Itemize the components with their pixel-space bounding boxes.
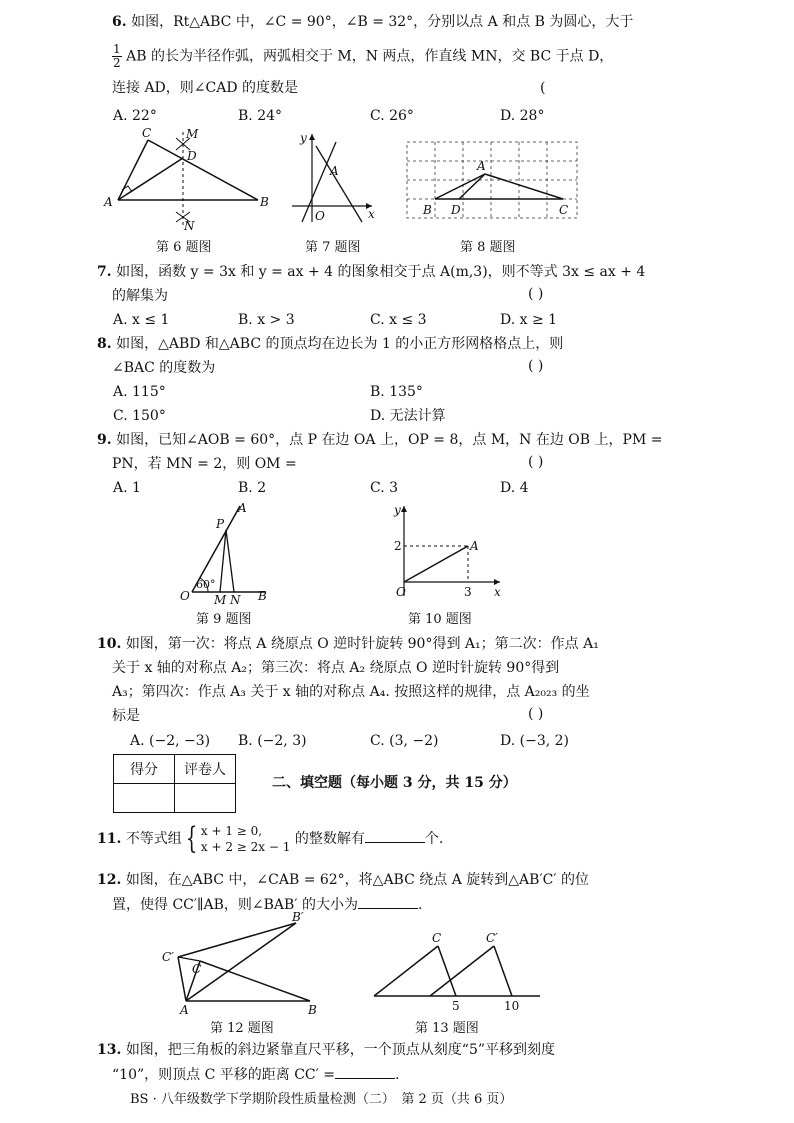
q6-text-2: AB 的长为半径作弧，两弧相交于 M，N 两点，作直线 MN，交 BC 于点 D， xyxy=(126,48,614,65)
fig12-label-c: C xyxy=(192,962,202,976)
fig13-label-5: 5 xyxy=(452,999,460,1013)
q11-suffix-2: 个. xyxy=(424,831,444,847)
fig6-label-m: M xyxy=(186,127,199,141)
score-label: 得分 xyxy=(114,755,175,784)
q13-answer-blank[interactable] xyxy=(335,1064,395,1079)
q6-answer-paren: ( xyxy=(540,80,546,96)
q10-text-1: 如图，第一次：将点 A 绕原点 O 逆时针旋转 90°得到 A₁；第二次：作点 A₁ xyxy=(125,636,599,652)
q8-text-2: ∠BAC 的度数为 xyxy=(112,360,216,376)
figure-10 xyxy=(388,500,508,605)
fig6-caption: 第 6 题图 xyxy=(156,240,212,255)
q6-text-1: 如图，Rt△ABC 中，∠C = 90°，∠B = 32°，分别以点 A 和点 B 为圆心，大于 xyxy=(131,14,634,30)
q6-line2 xyxy=(112,43,613,70)
fig8-label-d: D xyxy=(451,203,461,217)
q7-answer-paren: ( ) xyxy=(528,286,544,302)
score-cell[interactable] xyxy=(114,784,175,813)
fig13-label-c: C xyxy=(432,931,442,945)
q12-answer-blank[interactable] xyxy=(358,894,418,909)
q8-answer-paren: ( ) xyxy=(528,358,544,374)
q7-option-c: C. x ≤ 3 xyxy=(370,312,427,328)
q6-number: 6. xyxy=(112,14,127,30)
q6-fraction: $\frac{1}{2}$ xyxy=(113,42,121,70)
fig12-caption: 第 12 题图 xyxy=(210,1021,274,1036)
q6-option-c: C. 26° xyxy=(370,108,414,124)
fig6-label-d: D xyxy=(187,149,197,163)
q10-answer-paren: ( ) xyxy=(528,706,544,722)
q9-option-c: C. 3 xyxy=(370,480,399,496)
q8-line1 xyxy=(97,334,563,354)
score-table xyxy=(113,754,236,813)
q13-text-1: 如图，把三角板的斜边紧靠直尺平移，一个顶点从刻度“5”平移到刻度 xyxy=(125,1042,556,1058)
q12-line1 xyxy=(97,870,589,890)
fig9-label-angle: 60° xyxy=(196,578,216,591)
q7-text-2: 的解集为 xyxy=(112,288,168,304)
grader-label: 评卷人 xyxy=(175,755,236,784)
q7-option-a: A. x ≤ 1 xyxy=(113,312,170,328)
fig6-label-n: N xyxy=(184,219,195,233)
q9-text-2: PN，若 MN = 2，则 OM = xyxy=(112,456,297,472)
fig10-label-o: O xyxy=(396,585,406,599)
q11-prefix: 不等式组 xyxy=(125,831,182,847)
q10-text-4: 标是 xyxy=(112,708,140,724)
fig7-label-y: y xyxy=(300,131,307,145)
fig12-label-a: A xyxy=(180,1003,189,1017)
q13-line2: “10”，则顶点 C 平移的距离 CC′ = . xyxy=(112,1064,399,1085)
fig10-label-2: 2 xyxy=(394,539,402,553)
fig9-label-m: M xyxy=(214,593,227,607)
fig6-label-a: A xyxy=(104,195,113,209)
q12-line2: 置，使得 CC′∥AB，则∠BAB′ 的大小为 . xyxy=(112,894,422,915)
q11-number: 11. xyxy=(97,831,122,847)
fig8-label-b: B xyxy=(423,203,432,217)
q9-option-b: B. 2 xyxy=(238,480,267,496)
q13-text-2: “10”，则顶点 C 平移的距离 CC′ = xyxy=(112,1067,335,1083)
q9-number: 9. xyxy=(97,432,112,448)
q10-option-a: A. (−2, −3) xyxy=(130,733,211,749)
q6-option-d: D. 28° xyxy=(500,108,545,124)
q9-line1 xyxy=(97,430,662,450)
q10-number: 10. xyxy=(97,636,122,652)
fig7-label-x: x xyxy=(368,207,375,221)
figure-13 xyxy=(370,932,550,1017)
q9-answer-paren: ( ) xyxy=(528,454,544,470)
fig7-caption: 第 7 题图 xyxy=(305,240,361,255)
fig7-label-a: A xyxy=(330,164,339,178)
figure-8 xyxy=(405,140,580,225)
fig9-caption: 第 9 题图 xyxy=(196,612,252,627)
q6-text-3: 连接 AD，则∠CAD 的度数是 xyxy=(112,80,299,96)
fig13-label-10: 10 xyxy=(504,999,520,1013)
q10-text-2: 关于 x 轴的对称点 A₂；第三次：将点 A₂ 绕原点 O 逆时针旋转 90°得到 xyxy=(112,660,560,676)
fig12-label-c-prime: C′ xyxy=(162,950,174,964)
q6-option-a: A. 22° xyxy=(113,108,157,124)
fig12-label-b-prime: B′ xyxy=(292,910,304,924)
q13-number: 13. xyxy=(97,1042,122,1058)
figure-6 xyxy=(100,128,280,233)
q10-line1 xyxy=(97,634,599,654)
q8-option-d: D. 无法计算 xyxy=(370,408,446,424)
fig9-label-n: N xyxy=(230,593,241,607)
q7-text-1: 如图，函数 y = 3x 和 y = ax + 4 的图象相交于点 A(m,3)，则不等式 3x ≤ ax + 4 xyxy=(116,264,646,280)
q8-option-a: A. 115° xyxy=(113,384,166,400)
fig10-label-x: x xyxy=(494,585,501,599)
q9-option-d: D. 4 xyxy=(500,480,529,496)
fig12-label-b: B xyxy=(308,1003,317,1017)
q9-text-1: 如图，已知∠AOB = 60°，点 P 在边 OA 上，OP = 8，点 M，N 在边 OB 上，PM = xyxy=(116,432,663,448)
q12-number: 12. xyxy=(97,872,122,888)
fig10-caption: 第 10 题图 xyxy=(408,612,472,627)
fig8-caption: 第 8 题图 xyxy=(460,240,516,255)
fig9-label-p: P xyxy=(216,517,225,531)
q10-option-d: D. (−3, 2) xyxy=(500,733,569,749)
q8-number: 8. xyxy=(97,336,112,352)
fig9-label-o: O xyxy=(180,589,190,603)
q10-option-b: B. (−2, 3) xyxy=(238,733,307,749)
q7-option-b: B. x > 3 xyxy=(238,312,295,328)
q11-system: x + 1 ≥ 0, x + 2 ≥ 2x − 1 xyxy=(200,824,291,854)
q8-option-c: C. 150° xyxy=(113,408,166,424)
figure-7 xyxy=(288,130,378,225)
fig10-label-3: 3 xyxy=(464,585,472,599)
fig13-caption: 第 13 题图 xyxy=(415,1021,479,1036)
q6-option-b: B. 24° xyxy=(238,108,283,124)
q6-line1 xyxy=(112,12,633,32)
fig6-label-b: B xyxy=(260,195,269,209)
q9-option-a: A. 1 xyxy=(113,480,141,496)
q12-text-2: 置，使得 CC′∥AB，则∠BAB′ 的大小为 xyxy=(112,897,358,913)
section2-title: 二、填空题（每小题 3 分，共 15 分） xyxy=(272,775,517,791)
q10-text-3: A₃；第四次：作点 A₃ 关于 x 轴的对称点 A₄. 按照这样的规律，点 A₂₀₂₃ 的坐 xyxy=(112,684,590,700)
q13-line1 xyxy=(97,1040,555,1060)
q8-option-b: B. 135° xyxy=(370,384,423,400)
fig10-label-y: y xyxy=(394,503,401,517)
q7-line1 xyxy=(97,262,645,282)
fig9-label-a: A xyxy=(238,501,247,515)
q7-option-d: D. x ≥ 1 xyxy=(500,312,558,328)
q7-number: 7. xyxy=(97,264,112,280)
grader-cell[interactable] xyxy=(175,784,236,813)
q11-line xyxy=(97,822,443,856)
fig9-label-b: B xyxy=(258,589,267,603)
fig8-label-a: A xyxy=(477,159,486,173)
figure-9 xyxy=(178,500,278,605)
brace-icon: { xyxy=(185,821,198,856)
fig13-label-c-prime: C′ xyxy=(486,931,498,945)
q11-suffix-1: 的整数解有 xyxy=(294,831,365,847)
q10-option-c: C. (3, −2) xyxy=(370,733,439,749)
q12-text-1: 如图，在△ABC 中，∠CAB = 62°，将△ABC 绕点 A 旋转到△AB′C′ 的位 xyxy=(125,872,589,888)
fig7-label-o: O xyxy=(315,209,325,223)
page-footer: BS · 八年级数学下学期阶段性质量检测（二） 第 2 页（共 6 页） xyxy=(130,1092,513,1107)
fig10-label-a: A xyxy=(470,539,479,553)
figure-12 xyxy=(160,910,320,1017)
fig6-label-c: C xyxy=(142,126,152,140)
q8-text-1: 如图，△ABD 和△ABC 的顶点均在边长为 1 的小正方形网格格点上，则 xyxy=(116,336,564,352)
q11-answer-blank[interactable] xyxy=(365,828,425,843)
fig8-label-c: C xyxy=(559,203,569,217)
